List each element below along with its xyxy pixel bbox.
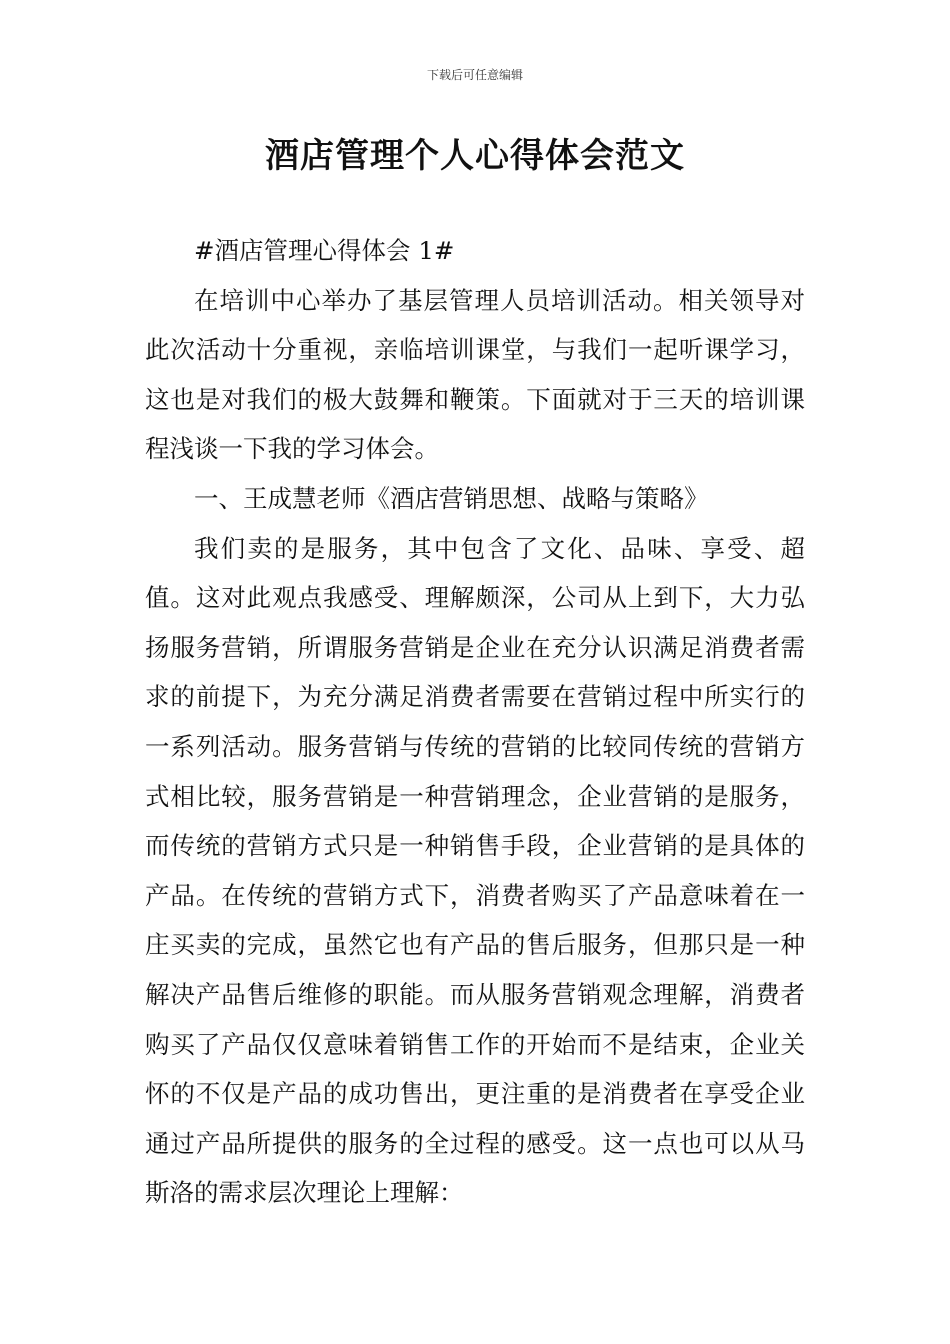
body-paragraph-service-marketing: 我们卖的是服务，其中包含了文化、品味、享受、超值。这对此观点我感受、理解颇深，公司从上到下，大力弘扬服务营销，所谓服务营销是企业在充分认识满足消费者需求的前提下，为充分满足消费者需要在营销过程中所实行的一系列活动。服务营销与传统的营销的比较同传统的营销方式相比较，服务营销是一种营销理念，企业营销的是服务，而传统的营销方式只是一种销售手段，企业营销的是具体的产品。在传统的营销方式下，消费者购买了产品意味着在一庄买卖的完成，虽然它也有产品的售后服务，但那只是一种解决产品售后维修的职能。而从服务营销观念理解，消费者购买了产品仅仅意味着销售工作的开始而不是结束，企业关怀的不仅是产品的成功售出，更注重的是消费者在享受企业通过产品所提供的服务的全过程的感受。这一点也可以从马斯洛的需求层次理论上理解： bbox=[145, 533, 805, 1208]
section-heading-1: #酒店管理心得体会 1# bbox=[194, 236, 455, 265]
body-paragraph-intro: 在培训中心举办了基层管理人员培训活动。相关领导对此次活动十分重视，亲临培训课堂，与我们一起听课学习，这也是对我们的极大鼓舞和鞭策。下面就对于三天的培训课程浅谈一下我的学习体会。 bbox=[145, 285, 805, 464]
page-header-note: 下载后可任意编辑 bbox=[426, 68, 523, 82]
subsection-heading-1: 一、王成慧老师《酒店营销思想、战略与策略》 bbox=[194, 483, 709, 513]
document-title: 酒店管理个人心得体会范文 bbox=[265, 136, 685, 176]
document-body bbox=[145, 226, 805, 1218]
